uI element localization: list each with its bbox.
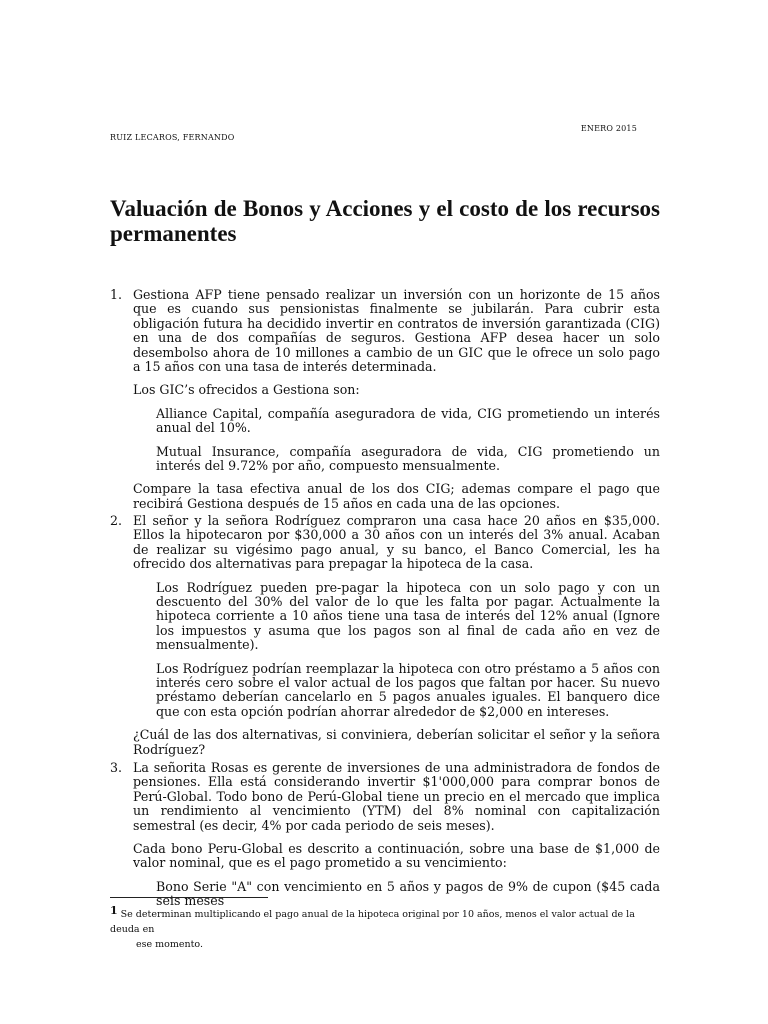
- problem-paragraph: El señor y la señora Rodríguez compraron una casa hace 20 años en $35,000. Ellos la hipotecaron por $30,000 a 30 años con un interés del 3% anual. Acaban de realizar su vigésimo pago anual, y su banco, el Banco Comercial, les ha ofrecido dos alternativas para prepagar la hipoteca de la casa.: [133, 513, 660, 572]
- footnote: [110, 903, 660, 952]
- option-paragraph: Bono Serie "A" con vencimiento en 5 años y pagos de 9% de cupon ($45 cada seis meses: [156, 878, 660, 909]
- problem-number: 1.: [110, 287, 123, 302]
- problem-paragraph: Cada bono Peru-Global es descrito a continuación, sobre una base de $1,000 de valor nominal, que es el pago prometido a su vencimiento:: [133, 841, 660, 871]
- footnote-text: Se determinan multiplicando el pago anual de la hipoteca original por 10 años, menos el valor actual de la deuda en: [110, 909, 635, 935]
- problem-2: [110, 514, 660, 766]
- problem-number: 3.: [110, 760, 123, 775]
- footnote-text-continued: ese momento.: [136, 939, 204, 950]
- problem-paragraph: Gestiona AFP tiene pensado realizar un inversión con un horizonte de 15 años que es cuando sus pensionistas finalmente se jubilarán. Para cubrir esta obligación futura ha decidido invertir en contratos de inversión garantizada (CIG) en una de dos compañías de seguros. Gestiona AFP desea hacer un solo desembolso ahora de 10 millones a cambio de un GIC que le ofrece un solo pago a 15 años con una tasa de interés determinada.: [133, 287, 660, 375]
- option-paragraph: Mutual Insurance, compañía aseguradora de vida, CIG prometiendo un interés del 9.72% por año, compuesto mensualmente.: [156, 443, 660, 474]
- option-paragraph: Alliance Capital, compañía aseguradora de vida, CIG prometiendo un interés anual del 10%.: [156, 405, 660, 436]
- footnote-mark: 1: [110, 904, 118, 917]
- problem-number: 2.: [110, 513, 123, 528]
- problem-1: [110, 288, 660, 520]
- problem-paragraph: ¿Cuál de las dos alternativas, si conviniera, deberían solicitar el señor y la señora Rodríguez?: [133, 727, 660, 757]
- problem-3: [110, 761, 660, 918]
- problem-paragraph: Los GIC’s ofrecidos a Gestiona son:: [133, 382, 360, 398]
- problem-paragraph: Compare la tasa efectiva anual de los dos CIG; ademas compare el pago que recibirá Gestiona después de 15 años en cada una de las opciones.: [133, 481, 660, 511]
- problem-paragraph: La señorita Rosas es gerente de inversiones de una administradora de fondos de pensiones. Ella está considerando invertir $1'000,000 para comprar bonos de Perú-Global. Todo bono de Perú-Global tiene un precio en el mercado que implica un rendimiento al vencimiento (YTM) del 8% nominal con capitalización semestral (es decir, 4% por cada periodo de seis meses).: [133, 760, 660, 833]
- header-date: ENERO 2015: [580, 124, 637, 133]
- option-paragraph: Los Rodríguez podrían reemplazar la hipoteca con otro préstamo a 5 años con interés cero sobre el valor actual de los pagos que faltan por hacer. Su nuevo préstamo deberían cancelarlo en 5 pagos anuales iguales. El banquero dice que con esta opción podrían ahorrar alrededor de $2,000 en intereses.: [156, 660, 660, 719]
- footnote-divider: [110, 897, 268, 898]
- header-author: RUIZ LECAROS, FERNANDO: [110, 133, 235, 142]
- option-paragraph: Los Rodríguez pueden pre-pagar la hipoteca con un solo pago y con un descuento del 30% del valor de lo que les falta por pagar. Actualmente la hipoteca corriente a 10 años tiene una tasa de interés del 12% anual (Ignore los impuestos y asuma que los pagos son al final de cada año en vez de mensualmente).: [156, 579, 660, 653]
- document-title: Valuación de Bonos y Acciones y el costo de los recursos permanentes: [110, 196, 660, 246]
